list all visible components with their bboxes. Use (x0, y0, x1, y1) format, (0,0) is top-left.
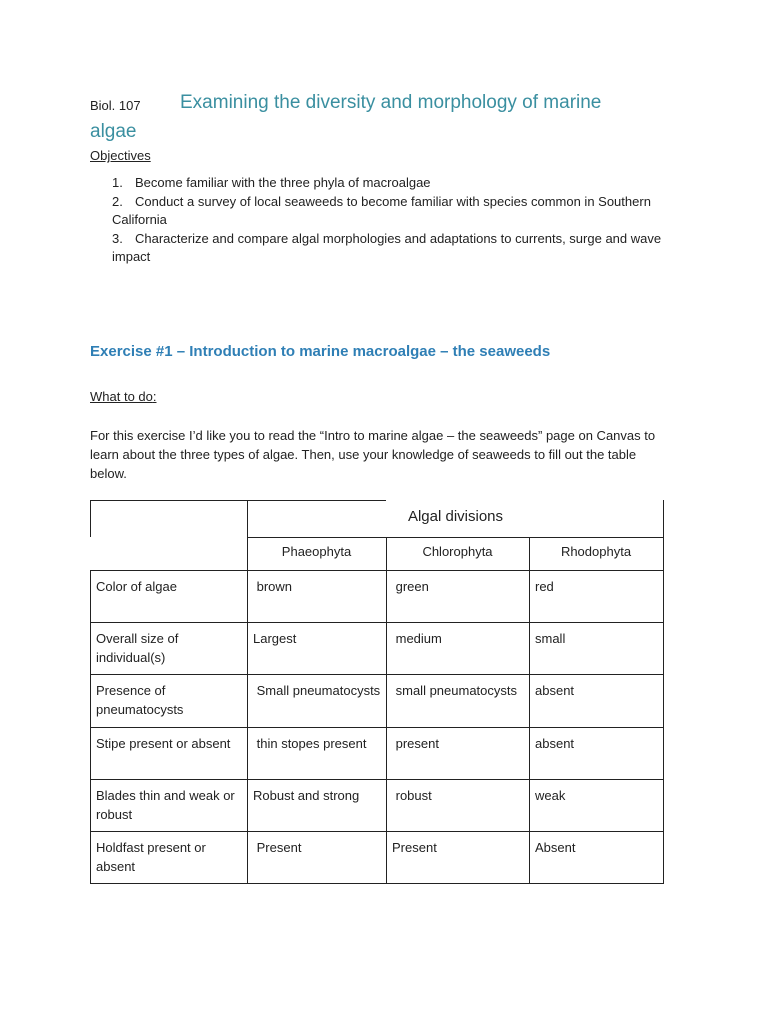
table-border (90, 500, 386, 501)
row-label: Overall size of individual(s) (96, 631, 179, 665)
table-border (90, 831, 664, 832)
cell-phaeophyta: Robust and strong (253, 788, 360, 803)
cell-chlorophyta: green (392, 579, 429, 594)
cell-chlorophyta: Present (392, 840, 437, 855)
table-border (90, 570, 664, 571)
table-border (90, 570, 91, 884)
cell-rhodophyta: weak (535, 788, 566, 803)
cell-rhodophyta: Absent (535, 840, 576, 855)
exercise-instructions: For this exercise I’d like you to read the “Intro to marine algae – the seaweeds” page on Canvas to learn about the three types of algae. Then, use your knowledge of seaweeds to fill out the table below. (90, 428, 656, 481)
cell-rhodophyta: absent (535, 683, 575, 698)
table-border (663, 500, 664, 884)
objective-text: Characterize and compare algal morphologies and adaptations to currents, surge and wave impact (112, 230, 662, 264)
objective-text: Conduct a survey of local seaweeds to become familiar with species common in Southern California (112, 193, 651, 227)
row-label: Color of algae (96, 579, 177, 594)
row-label: Stipe present or absent (96, 736, 231, 751)
objective-number: 2. (112, 193, 123, 209)
table-border (90, 727, 664, 728)
objective-item (112, 230, 672, 267)
table-border (90, 883, 664, 884)
cell-rhodophyta: absent (535, 736, 575, 751)
table-border (247, 537, 664, 538)
cell-phaeophyta: Largest (253, 631, 297, 646)
column-header-rhodophyta: Rhodophyta (560, 544, 632, 559)
cell-phaeophyta: Present (253, 840, 302, 855)
cell-phaeophyta: Small pneumatocysts (253, 683, 381, 698)
table-border (90, 779, 664, 780)
row-label: Presence of pneumatocysts (96, 683, 184, 717)
cell-chlorophyta: present (392, 736, 439, 751)
column-header-chlorophyta: Chlorophyta (422, 544, 493, 559)
algae-comparison-table (90, 500, 664, 884)
cell-chlorophyta: medium (392, 631, 442, 646)
table-border (386, 537, 387, 884)
column-header-phaeophyta: Phaeophyta (281, 544, 352, 559)
objectives-list (112, 174, 672, 267)
what-to-do-label: What to do (90, 389, 153, 404)
cell-rhodophyta: small (535, 631, 566, 646)
cell-phaeophyta: brown (253, 579, 293, 594)
objective-number: 3. (112, 230, 123, 246)
row-label: Holdfast present or absent (96, 840, 206, 874)
table-border (529, 537, 530, 884)
objective-number: 1. (112, 175, 123, 190)
exercise-heading: Exercise #1 – Introduction to marine macroalgae – the seaweeds (90, 343, 551, 360)
objectives-heading: Objectives (90, 148, 151, 163)
course-code: Biol. 107 (90, 98, 141, 113)
page-title: Examining the diversity and morphology of marine (180, 92, 602, 113)
what-to-do-heading (90, 389, 157, 404)
table-border (90, 500, 91, 537)
table-border (90, 622, 664, 623)
table-border (90, 674, 664, 675)
cell-chlorophyta: robust (392, 788, 432, 803)
row-label: Blades thin and weak or robust (96, 788, 235, 822)
algal-divisions-header: Algal divisions (407, 508, 504, 525)
cell-rhodophyta: red (535, 579, 554, 594)
cell-phaeophyta: thin stopes present (253, 736, 367, 751)
what-to-do-colon: : (152, 389, 157, 404)
cell-chlorophyta: small pneumatocysts (392, 683, 518, 698)
page-title-continued: algae (90, 121, 137, 142)
objective-item (112, 193, 672, 230)
objective-text: Become familiar with the three phyla of macroalgae (135, 175, 431, 190)
objective-item (112, 174, 672, 193)
